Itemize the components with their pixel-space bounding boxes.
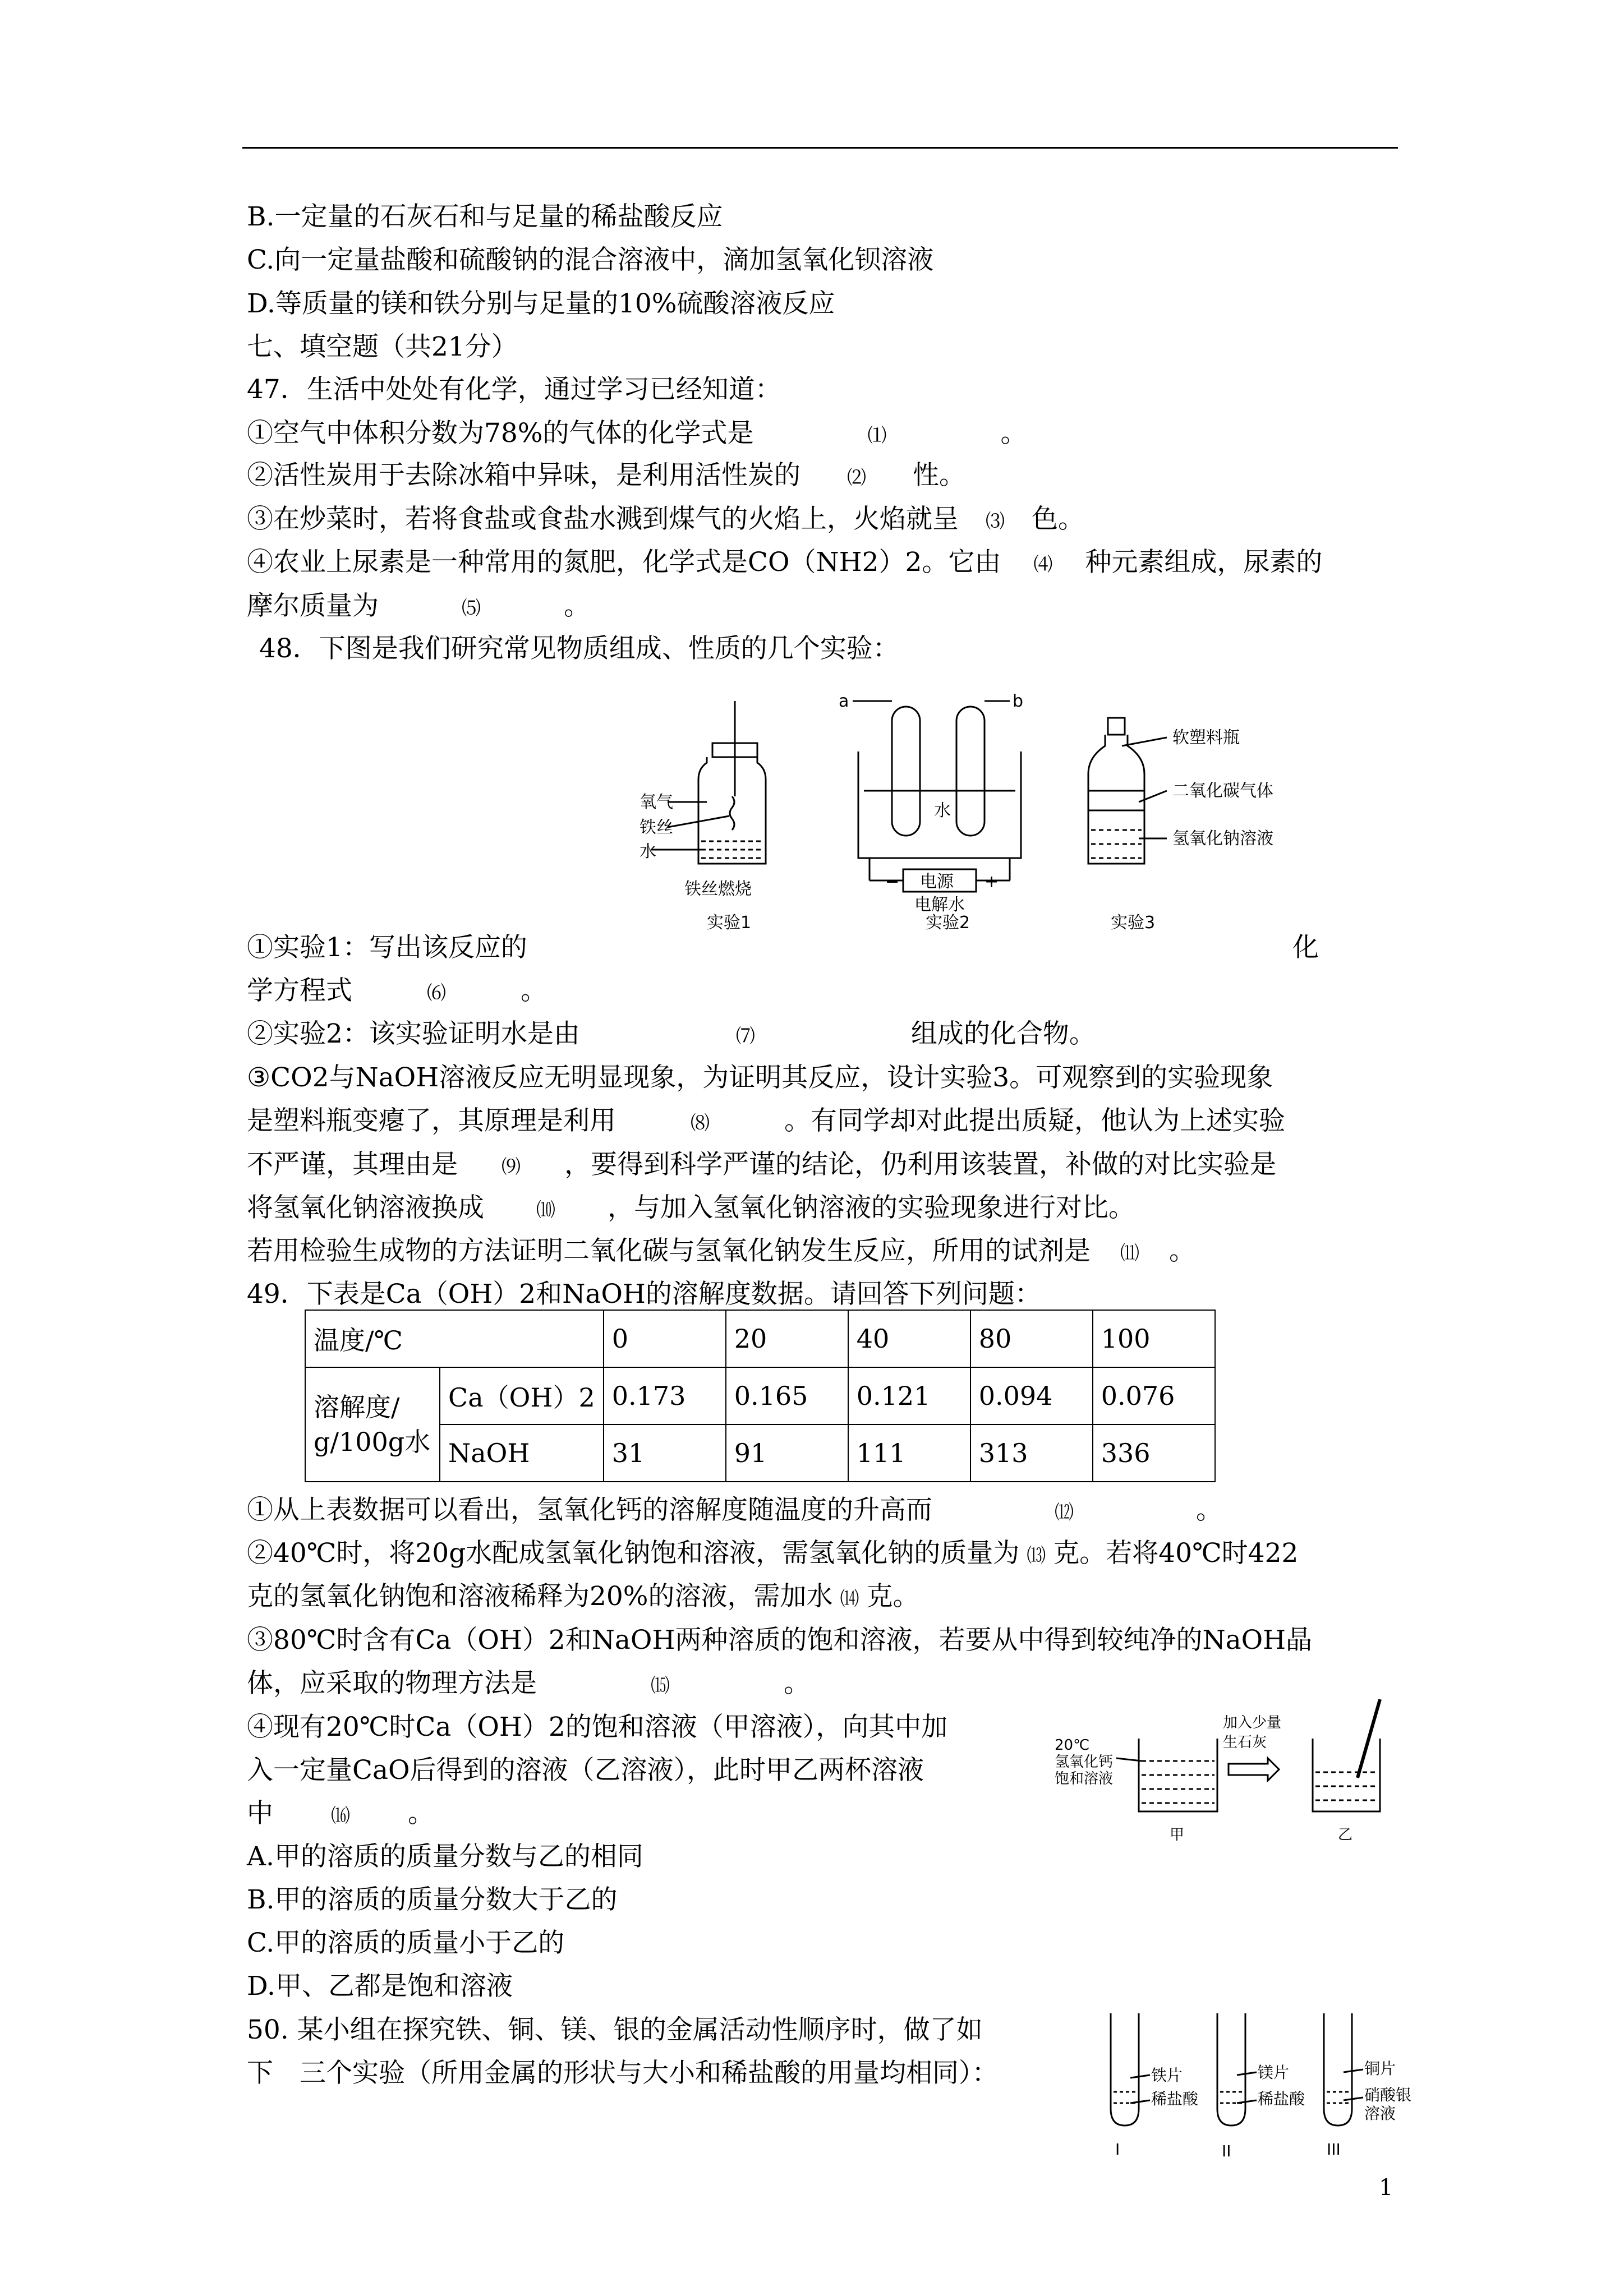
blank-15: ⒂ (651, 1675, 670, 1697)
fig50-t2-label-1: 镁片 (1258, 2063, 1290, 2082)
q49-item-3-cont (247, 1667, 810, 1703)
fig50-t3-label-3: 溶液 (1364, 2104, 1396, 2123)
q49-item-1 (247, 1493, 1222, 1529)
text: 。 (1000, 418, 1027, 449)
fig49-arrow-label-1: 加入少量 (1223, 1714, 1282, 1731)
blank-11: ⑾ (1120, 1242, 1139, 1265)
q47-item-2 (247, 459, 965, 495)
q47-item-1 (247, 417, 1027, 453)
table-cell: 336 (1093, 1424, 1215, 1482)
q49-item-4-line2: 入一定量CaO后得到的溶液（乙溶液），此时甲乙两杯溶液 (247, 1755, 924, 1786)
q48-stem: 48．下图是我们研究常见物质组成、性质的几个实验： (259, 633, 899, 664)
fig50-numeral-1: I (1115, 2140, 1120, 2159)
text: 。有同学却对此提出质疑，他认为上述实验 (784, 1105, 1285, 1136)
exp1-caption: 铁丝燃烧 (684, 879, 752, 899)
text: 克。若将40℃时422 (1053, 1538, 1299, 1569)
q49-option-a: A.甲的溶质的质量分数与乙的相同 (247, 1841, 643, 1872)
table-cell: 0.121 (848, 1367, 970, 1424)
table-header-temp: 0 (604, 1310, 726, 1367)
q49-item-4-line3 (247, 1797, 434, 1833)
blank-7: ⑺ (735, 1025, 755, 1048)
text: ，要得到科学严谨的结论，仍利用该装置，补做的对比实验是 (564, 1149, 1276, 1180)
fig50-t2-label-2: 稀盐酸 (1258, 2090, 1305, 2108)
solubility-table (305, 1310, 1216, 1482)
q48-item-3: ③CO2与NaOH溶液反应无明显现象，为证明其反应，设计实验3。可观察到的实验现象 (247, 1062, 1273, 1093)
text: 。 (521, 975, 547, 1006)
table-row (305, 1424, 1215, 1482)
table-header-temp: 40 (848, 1310, 970, 1367)
table-solubility-label (305, 1367, 440, 1482)
q49-figure (1043, 1699, 1402, 1856)
text: g/100g水 (314, 1427, 431, 1457)
fig50-t3-label-1: 铜片 (1364, 2059, 1396, 2078)
q50-stem: 50. 某小组在探究铁、铜、镁、银的金属活动性顺序时，做了如 (247, 2014, 983, 2045)
exp2-caption: 电解水 (914, 895, 965, 915)
text: 。 (408, 1798, 434, 1829)
table-header-temp: 80 (970, 1310, 1093, 1367)
text: 克。 (866, 1581, 919, 1612)
q48-item-3-line3 (247, 1148, 1276, 1184)
option-b: B.一定量的石灰石和与足量的稀盐酸反应 (247, 201, 723, 232)
text: ③在炒菜时，若将食盐或食盐水溅到煤气的火焰上，火焰就呈 (247, 504, 959, 534)
fig50-t1-label-1: 铁片 (1151, 2066, 1183, 2085)
fig50-t3-label-2: 硝酸银 (1364, 2086, 1412, 2104)
table-row (305, 1367, 1215, 1424)
exp3-label-bottle: 软塑料瓶 (1172, 728, 1240, 748)
exp2-label-water: 水 (934, 801, 951, 820)
header-rule (242, 147, 1398, 149)
section-heading: 七、填空题（共21分） (247, 331, 518, 362)
table-header-temp: 20 (726, 1310, 848, 1367)
fig49-arrow-label-2: 生石灰 (1223, 1734, 1267, 1751)
text: 。 (1196, 1495, 1222, 1525)
fig49-label-jia: 甲 (1170, 1827, 1185, 1843)
fig49-label-yi: 乙 (1338, 1827, 1353, 1843)
text: 。 (564, 591, 590, 621)
exp2-label-power: 电源 (920, 872, 954, 892)
text: ，与加入氢氧化钠溶液的实验现象进行对比。 (608, 1192, 1135, 1223)
fig50-numeral-3: III (1327, 2140, 1341, 2159)
option-d: D.等质量的镁和铁分别与足量的10%硫酸溶液反应 (247, 288, 835, 319)
option-c: C.向一定量盐酸和硫酸钠的混合溶液中，滴加氢氧化钡溶液 (247, 245, 934, 275)
q49-item-3: ③80℃时含有Ca（OH）2和NaOH两种溶质的饱和溶液，若要从中得到较纯净的NaOH晶 (247, 1625, 1313, 1656)
q48-item-2 (247, 1017, 1096, 1053)
exp2-label-a: a (839, 691, 849, 711)
blank-3: ⑶ (986, 510, 1005, 533)
exp1-label-iron-wire: 铁丝 (640, 818, 673, 837)
table-cell: 0.165 (726, 1367, 848, 1424)
table-cell: 91 (726, 1424, 848, 1482)
text: 。 (784, 1668, 810, 1699)
q48-item-1-cont (247, 974, 547, 1010)
text: 摩尔质量为 (247, 591, 379, 621)
q49-item-2 (247, 1537, 1298, 1573)
fig49-label-caoh2: 氢氧化钙 (1055, 1754, 1114, 1771)
fig50-t1-label-2: 稀盐酸 (1151, 2090, 1199, 2108)
q49-item-4: ④现有20℃时Ca（OH）2的饱和溶液（甲溶液），向其中加 (247, 1712, 948, 1742)
blank-13: ⒀ (1027, 1545, 1046, 1567)
blank-14: ⒁ (840, 1588, 859, 1610)
text: 溶解度/ (314, 1392, 400, 1422)
text: ①实验1：写出该反应的 (247, 932, 527, 963)
table-cell: 0.173 (604, 1367, 726, 1424)
text: 种元素组成，尿素的 (1085, 547, 1323, 578)
blank-16: ⒃ (331, 1805, 350, 1827)
table-row-name: Ca（OH）2 (440, 1367, 604, 1424)
blank-4: ⑷ (1033, 554, 1053, 576)
table-cell: 31 (604, 1424, 726, 1482)
q47-item-4 (247, 546, 1322, 582)
exp3-label-co2: 二氧化碳气体 (1172, 781, 1273, 801)
experiment-3-bottle (1088, 718, 1167, 864)
exp2-label-b: b (1013, 691, 1024, 711)
text: 组成的化合物。 (910, 1018, 1096, 1049)
test-tube-1 (1111, 2013, 1150, 2126)
test-tube-3 (1324, 2013, 1363, 2126)
test-tube-2 (1217, 2013, 1257, 2126)
text: 学方程式 (247, 975, 352, 1006)
experiment-1-jar (651, 701, 766, 864)
experiment-2-apparatus (853, 701, 1021, 892)
text: 色。 (1032, 504, 1084, 534)
blank-8: ⑻ (691, 1112, 710, 1135)
arrow (1229, 1758, 1279, 1781)
text: ②活性炭用于去除冰箱中异味，是利用活性炭的 (247, 460, 801, 491)
table-cell: 0.094 (970, 1367, 1093, 1424)
q48-item-1 (247, 931, 1319, 965)
page-number: 1 (1379, 2175, 1393, 2201)
q49-stem: 49．下表是Ca（OH）2和NaOH的溶解度数据。请回答下列问题： (247, 1279, 1041, 1310)
blank-1: ⑴ (867, 425, 887, 447)
q47-stem: 47．生活中处处有化学，通过学习已经知道： (247, 374, 781, 405)
beaker-yi (1313, 1699, 1380, 1811)
text: 若用检验生成物的方法证明二氧化碳与氢氧化钠发生反应，所用的试剂是 (247, 1235, 1091, 1266)
text: 中 (247, 1798, 273, 1829)
text: 不严谨，其理由是 (247, 1149, 458, 1180)
text: ②实验2：该实验证明水是由 (247, 1018, 580, 1049)
text: ①空气中体积分数为78%的气体的化学式是 (247, 418, 754, 449)
table-cell: 313 (970, 1424, 1093, 1482)
text: 化 (1292, 932, 1319, 963)
q48-figure (617, 690, 1369, 937)
blank-10: ⑽ (536, 1199, 555, 1221)
text: 克的氢氧化钠饱和溶液稀释为20%的溶液，需加水 (247, 1581, 833, 1612)
blank-5: ⑸ (462, 597, 481, 620)
q48-item-3-line4 (247, 1191, 1135, 1227)
text: ④农业上尿素是一种常用的氮肥，化学式是CO（NH2）2。它由 (247, 547, 1001, 578)
table-row-name: NaOH (440, 1424, 604, 1482)
fig50-numeral-2: II (1222, 2142, 1231, 2160)
q50-figure (1099, 2008, 1436, 2176)
blank-2: ⑵ (847, 467, 866, 489)
blank-9: ⑼ (502, 1156, 521, 1178)
fig49-label-temp: 20℃ (1055, 1737, 1090, 1754)
table-cell: 0.076 (1093, 1367, 1215, 1424)
beaker-jia (1116, 1739, 1217, 1811)
q47-item-3 (247, 502, 1084, 538)
q49-option-b: B.甲的溶质的质量分数大于乙的 (247, 1884, 618, 1915)
exp3-label-naoh: 氢氧化钠溶液 (1172, 829, 1273, 849)
exp2-label-minus: − (885, 872, 900, 892)
exp1-label-water: 水 (640, 842, 656, 861)
table-header-temp: 100 (1093, 1310, 1215, 1367)
text: ②40℃时，将20g水配成氢氧化钠饱和溶液，需氢氧化钠的质量为 (247, 1538, 1020, 1569)
q49-item-2-cont (247, 1580, 919, 1616)
q47-item-4-cont (247, 589, 590, 625)
blank-12: ⑿ (1055, 1501, 1074, 1524)
text: ①从上表数据可以看出，氢氧化钙的溶解度随温度的升高而 (247, 1495, 932, 1525)
exp1-label-oxygen: 氧气 (640, 792, 673, 812)
q49-option-d: D.甲、乙都是饱和溶液 (247, 1971, 513, 2002)
q50-stem-cont: 下 三个实验（所用金属的形状与大小和稀盐酸的用量均相同）： (247, 2058, 999, 2088)
exp1-name: 实验1 (707, 913, 752, 933)
exp2-label-plus: + (984, 872, 999, 892)
q48-item-3-line2 (247, 1104, 1285, 1140)
text: 性。 (913, 460, 965, 491)
table-row (305, 1310, 1215, 1367)
exp3-name: 实验3 (1111, 913, 1156, 933)
exp2-name: 实验2 (926, 913, 970, 933)
text: 将氢氧化钠溶液换成 (247, 1192, 484, 1223)
blank-6: ⑹ (427, 982, 446, 1004)
table-cell: 111 (848, 1424, 970, 1482)
table-header-label: 温度/℃ (305, 1310, 604, 1367)
q48-item-3-line5 (247, 1234, 1195, 1270)
fig49-label-saturated: 饱和溶液 (1055, 1771, 1114, 1787)
text: 是塑料瓶变瘪了，其原理是利用 (247, 1105, 616, 1136)
text: 。 (1169, 1235, 1195, 1266)
text: 体，应采取的物理方法是 (247, 1668, 537, 1699)
q49-option-c: C.甲的溶质的质量小于乙的 (247, 1928, 565, 1958)
